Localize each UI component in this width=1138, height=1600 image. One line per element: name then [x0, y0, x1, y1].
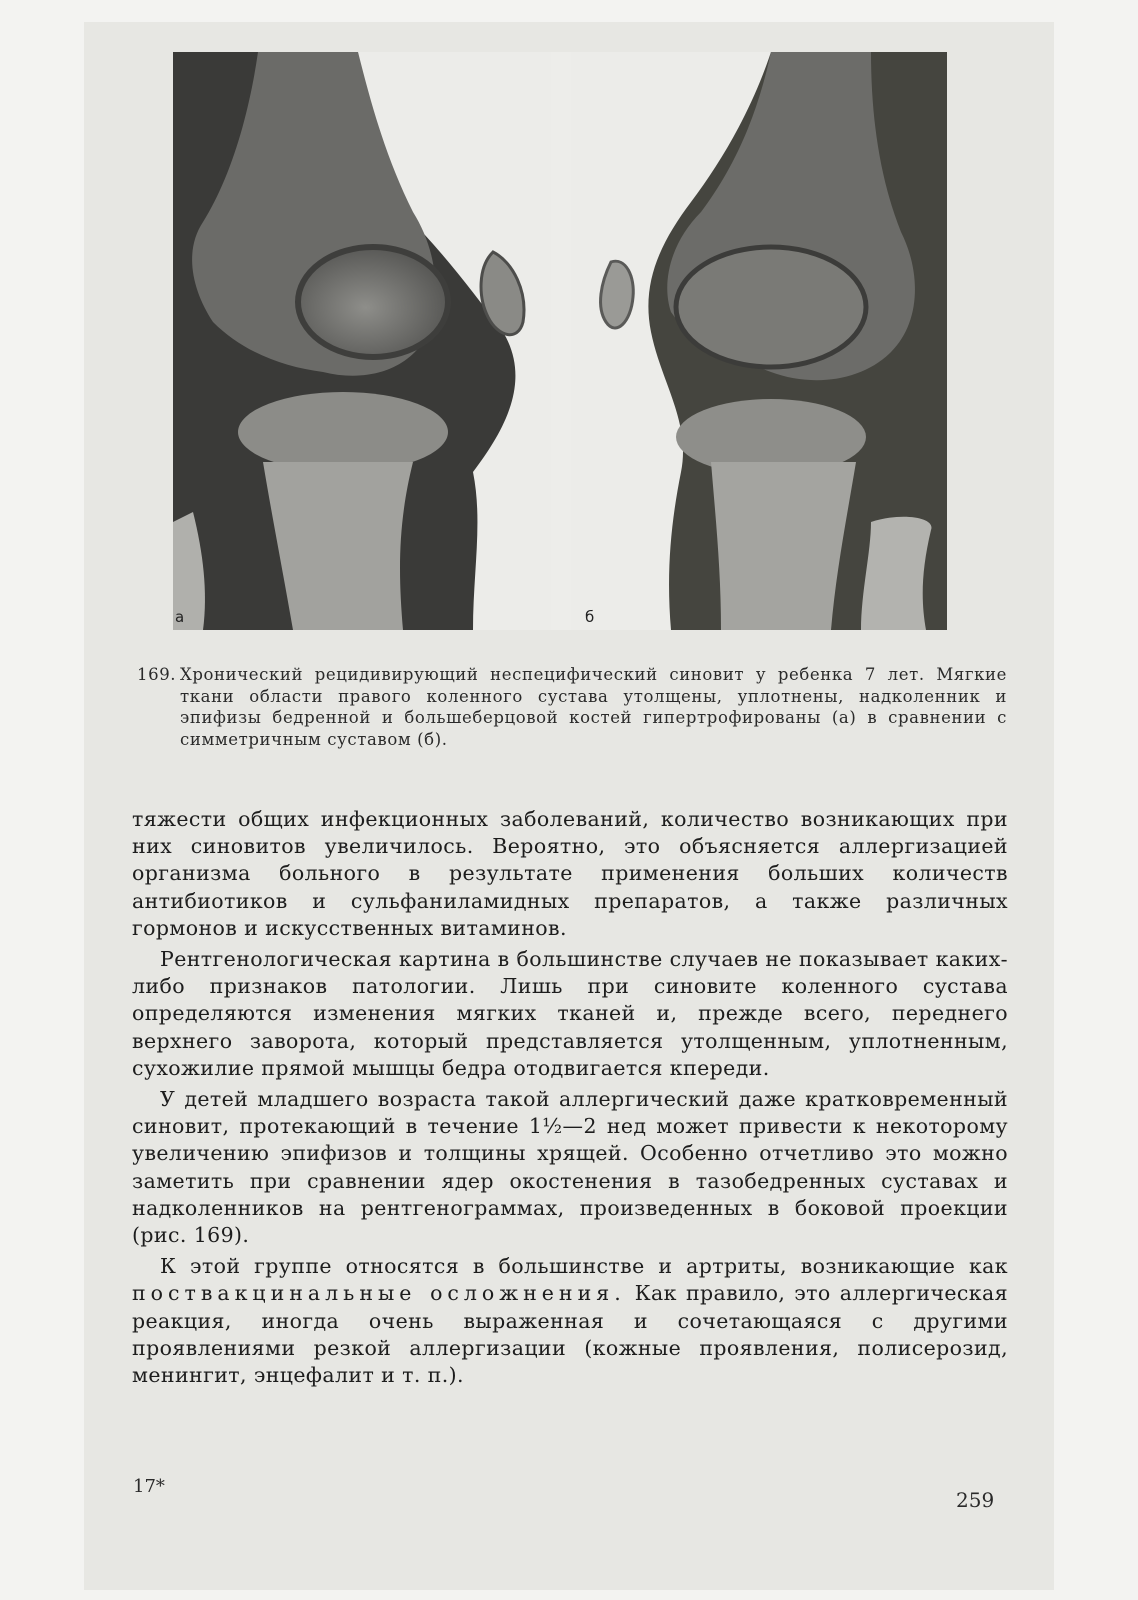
xray-image-b [571, 52, 947, 630]
caption-text: Хронический рецидивирующий неспецифический синовит у ребенка 7 лет. Мягкие ткани области правого коленного сустава утолщены, уплотнены, надколенник и эпифизы бедренной и большеберцовой костей гипертрофированы (а) в сравнении с симметричным суставом (б). [180, 665, 1007, 749]
paragraph-2: Рентгенологическая картина в большинстве случаев не показывает каких-либо признаков патологии. Лишь при синовите коленного сустава определяются изменения мягких тканей и, прежде всего, переднего верхнего заворота, который представляется утолщенным, уплотненным, сухожилие прямой мышцы бедра отодвигается кпереди. [132, 947, 1008, 1080]
figure-caption [137, 664, 1007, 750]
caption-number: 169. [137, 665, 177, 684]
paragraph-4-end: Как правило, это аллергическая реакция, иногда очень выраженная и сочетающаяся с другими проявлениями резкой аллергизации (кожные проявления, полисерозид, менингит, энцефалит и т. п.). [132, 1281, 1008, 1388]
figure-divider [551, 52, 571, 630]
xray-image-a [173, 52, 551, 630]
page-number: 259 [956, 1488, 995, 1512]
paragraph-3: У детей младшего возраста такой аллергический даже кратковременный синовит, протекающий в течение 1½—2 нед может привести к некоторому увеличению эпифизов и толщины хрящей. Особенно отчетливо это можно заметить при сравнении ядер окостенения в тазобедренных суставах и надколенников на рентгенограммах, произведенных в боковой проекции (рис. 169). [132, 1087, 1008, 1248]
paragraph-1: тяжести общих инфекционных заболеваний, количество возникающих при них синовитов увеличилось. Вероятно, это объясняется аллергизацией организма больного в результате применения больших количеств антибиотиков и сульфаниламидных препаратов, а также различных гормонов и искусственных витаминов. [132, 807, 1008, 940]
signature-mark: 17* [133, 1476, 165, 1497]
paragraph-4 [132, 1253, 1008, 1389]
paragraph-4-spaced: поствакцинальные осложнения. [132, 1281, 626, 1306]
xray-figure [173, 52, 947, 630]
panel-label-b: б [585, 608, 595, 626]
paragraph-4-start: К этой группе относятся в большинстве и артриты, возникающие как [160, 1254, 1008, 1279]
panel-label-a: а [175, 608, 185, 626]
body-text [132, 806, 1008, 1393]
